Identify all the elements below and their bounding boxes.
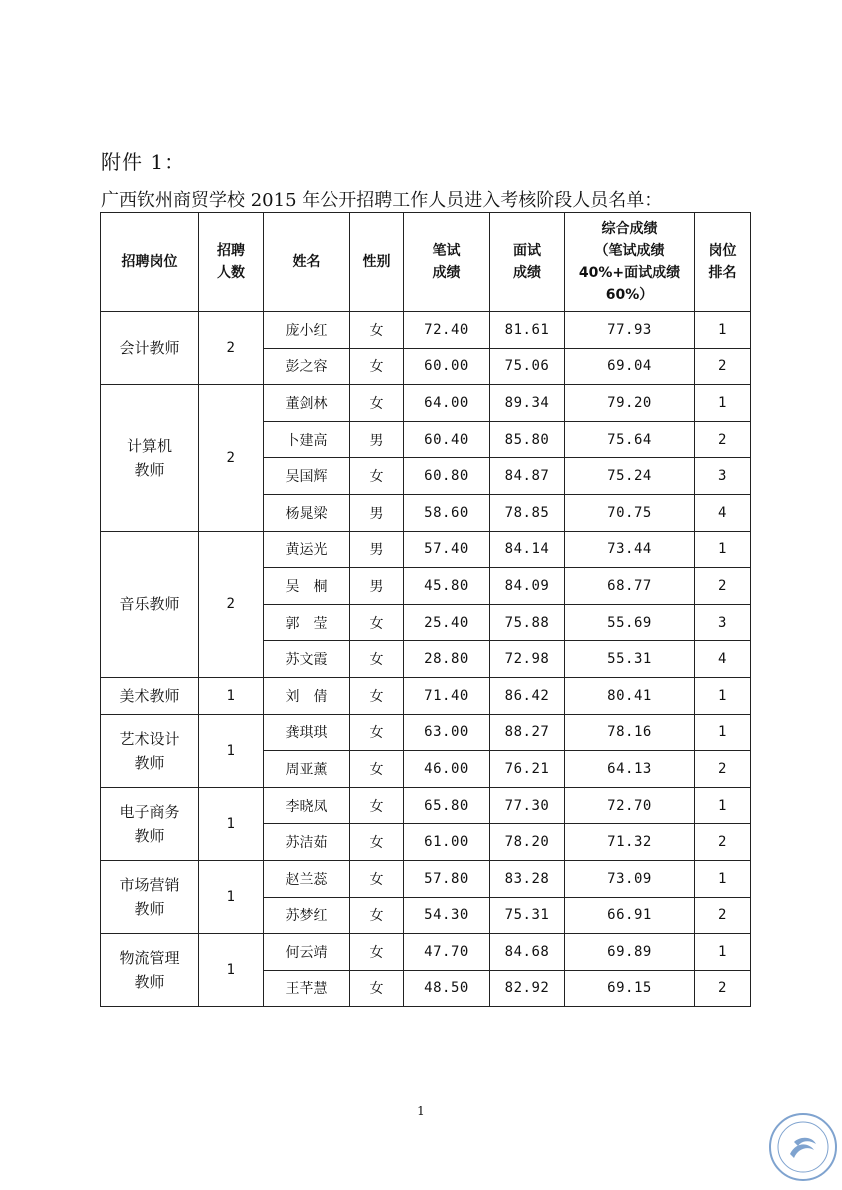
written-score-cell: 64.00 xyxy=(404,385,490,422)
gender-cell: 女 xyxy=(350,677,404,714)
total-score-cell: 73.09 xyxy=(565,860,695,897)
rank-cell: 1 xyxy=(695,860,751,897)
gender-cell: 男 xyxy=(350,421,404,458)
total-score-cell: 69.15 xyxy=(565,970,695,1007)
position-cell xyxy=(101,934,199,1007)
gender-cell: 女 xyxy=(350,860,404,897)
column-header-line: 人数 xyxy=(217,265,245,281)
interview-score-cell: 84.09 xyxy=(490,568,565,605)
position-cell xyxy=(101,860,199,933)
written-score-cell: 57.80 xyxy=(404,860,490,897)
name-cell: 杨晁梁 xyxy=(264,494,350,531)
name-cell: 庞小红 xyxy=(264,312,350,349)
column-header-line: 成绩 xyxy=(513,265,541,281)
rank-cell: 1 xyxy=(695,714,751,751)
name-cell: 刘 倩 xyxy=(264,677,350,714)
table-row xyxy=(101,714,751,751)
written-score-cell: 46.00 xyxy=(404,751,490,788)
table-header-row xyxy=(101,213,751,312)
total-score-cell: 75.64 xyxy=(565,421,695,458)
position-line: 教师 xyxy=(134,826,165,845)
position-cell xyxy=(101,531,199,677)
gender-cell: 女 xyxy=(350,714,404,751)
written-score-cell: 60.00 xyxy=(404,348,490,385)
rank-cell: 2 xyxy=(695,421,751,458)
column-header-rank xyxy=(695,213,751,312)
written-score-cell: 72.40 xyxy=(404,312,490,349)
interview-score-cell: 83.28 xyxy=(490,860,565,897)
name-cell: 龚琪琪 xyxy=(264,714,350,751)
rank-cell: 2 xyxy=(695,348,751,385)
written-score-cell: 45.80 xyxy=(404,568,490,605)
interview-score-cell: 85.80 xyxy=(490,421,565,458)
hire-count-cell: 2 xyxy=(199,312,264,385)
gender-cell: 女 xyxy=(350,385,404,422)
gender-cell: 男 xyxy=(350,568,404,605)
total-score-cell: 72.70 xyxy=(565,787,695,824)
position-line: 音乐教师 xyxy=(119,595,180,614)
interview-score-cell: 77.30 xyxy=(490,787,565,824)
rank-cell: 2 xyxy=(695,751,751,788)
rank-cell: 3 xyxy=(695,604,751,641)
rank-cell: 4 xyxy=(695,494,751,531)
document-title: 广西钦州商贸学校 2015 年公开招聘工作人员进入考核阶段人员名单： xyxy=(101,190,663,211)
position-line: 艺术设计 xyxy=(119,729,180,748)
name-cell: 董剑林 xyxy=(264,385,350,422)
written-score-cell: 58.60 xyxy=(404,494,490,531)
column-header-written xyxy=(404,213,490,312)
column-header-line: （笔试成绩 xyxy=(594,243,665,259)
total-score-cell: 69.89 xyxy=(565,934,695,971)
rank-cell: 1 xyxy=(695,385,751,422)
position-line: 美术教师 xyxy=(119,686,180,705)
hire-count-cell: 1 xyxy=(199,787,264,860)
school-logo-seal xyxy=(768,1112,838,1182)
rank-cell: 1 xyxy=(695,312,751,349)
hire-count-cell: 2 xyxy=(199,385,264,531)
gender-cell: 女 xyxy=(350,970,404,1007)
rank-cell: 1 xyxy=(695,677,751,714)
column-header-line: 岗位 xyxy=(708,243,737,259)
column-header-gender xyxy=(350,213,404,312)
rank-cell: 2 xyxy=(695,970,751,1007)
gender-cell: 男 xyxy=(350,494,404,531)
position-cell xyxy=(101,312,199,385)
column-header-count xyxy=(199,213,264,312)
interview-score-cell: 75.06 xyxy=(490,348,565,385)
interview-score-cell: 76.21 xyxy=(490,751,565,788)
interview-score-cell: 86.42 xyxy=(490,677,565,714)
written-score-cell: 63.00 xyxy=(404,714,490,751)
written-score-cell: 60.40 xyxy=(404,421,490,458)
rank-cell: 2 xyxy=(695,897,751,934)
name-cell: 吴国辉 xyxy=(264,458,350,495)
table-row xyxy=(101,860,751,897)
hire-count-cell: 1 xyxy=(199,934,264,1007)
column-header-line: 招聘 xyxy=(217,243,245,259)
position-line: 教师 xyxy=(134,973,165,992)
total-score-cell: 69.04 xyxy=(565,348,695,385)
column-header-line: 排名 xyxy=(708,265,737,281)
written-score-cell: 48.50 xyxy=(404,970,490,1007)
interview-score-cell: 78.85 xyxy=(490,494,565,531)
column-header-total xyxy=(565,213,695,312)
interview-score-cell: 84.68 xyxy=(490,934,565,971)
gender-cell: 女 xyxy=(350,641,404,678)
table-row xyxy=(101,787,751,824)
gender-cell: 女 xyxy=(350,824,404,861)
interview-score-cell: 75.88 xyxy=(490,604,565,641)
table-row xyxy=(101,531,751,568)
name-cell: 苏梦红 xyxy=(264,897,350,934)
hire-count-cell: 1 xyxy=(199,860,264,933)
position-line: 教师 xyxy=(134,460,165,479)
name-cell: 赵兰蕊 xyxy=(264,860,350,897)
total-score-cell: 79.20 xyxy=(565,385,695,422)
position-cell xyxy=(101,677,199,714)
rank-cell: 1 xyxy=(695,787,751,824)
written-score-cell: 71.40 xyxy=(404,677,490,714)
interview-score-cell: 82.92 xyxy=(490,970,565,1007)
position-cell xyxy=(101,714,199,787)
table-body xyxy=(101,312,751,1007)
column-header-line: 笔试 xyxy=(432,243,461,259)
column-header-line: 成绩 xyxy=(432,265,461,281)
gender-cell: 女 xyxy=(350,604,404,641)
position-line: 教师 xyxy=(134,900,165,918)
gender-cell: 女 xyxy=(350,787,404,824)
written-score-cell: 61.00 xyxy=(404,824,490,861)
name-cell: 郭 莹 xyxy=(264,604,350,641)
total-score-cell: 75.24 xyxy=(565,458,695,495)
total-score-cell: 66.91 xyxy=(565,897,695,934)
gender-cell: 女 xyxy=(350,348,404,385)
interview-score-cell: 89.34 xyxy=(490,385,565,422)
rank-cell: 1 xyxy=(695,934,751,971)
table-row xyxy=(101,385,751,422)
hire-count-cell: 1 xyxy=(199,714,264,787)
gender-cell: 女 xyxy=(350,751,404,788)
name-cell: 王芊慧 xyxy=(264,970,350,1007)
interview-score-cell: 84.14 xyxy=(490,531,565,568)
attachment-label: 附件 1： xyxy=(101,150,186,174)
total-score-cell: 55.31 xyxy=(565,641,695,678)
total-score-cell: 55.69 xyxy=(565,604,695,641)
name-cell: 苏文霞 xyxy=(264,641,350,678)
interview-score-cell: 75.31 xyxy=(490,897,565,934)
table-row xyxy=(101,312,751,349)
total-score-cell: 78.16 xyxy=(565,714,695,751)
candidate-table xyxy=(100,212,751,1007)
total-score-cell: 68.77 xyxy=(565,568,695,605)
name-cell: 彭之容 xyxy=(264,348,350,385)
column-header-position xyxy=(101,213,199,312)
gender-cell: 女 xyxy=(350,934,404,971)
column-header-line: 姓名 xyxy=(292,254,321,270)
position-line: 市场营销 xyxy=(119,876,180,894)
written-score-cell: 25.40 xyxy=(404,604,490,641)
column-header-interview xyxy=(490,213,565,312)
name-cell: 黄运光 xyxy=(264,531,350,568)
position-cell xyxy=(101,385,199,531)
position-cell xyxy=(101,787,199,860)
name-cell: 卜建高 xyxy=(264,421,350,458)
name-cell: 周亚薰 xyxy=(264,751,350,788)
column-header-name xyxy=(264,213,350,312)
name-cell: 李晓凤 xyxy=(264,787,350,824)
total-score-cell: 64.13 xyxy=(565,751,695,788)
position-line: 会计教师 xyxy=(119,339,180,358)
written-score-cell: 28.80 xyxy=(404,641,490,678)
interview-score-cell: 72.98 xyxy=(490,641,565,678)
rank-cell: 1 xyxy=(695,531,751,568)
written-score-cell: 65.80 xyxy=(404,787,490,824)
rank-cell: 2 xyxy=(695,824,751,861)
table-row xyxy=(101,677,751,714)
name-cell: 何云靖 xyxy=(264,934,350,971)
position-line: 教师 xyxy=(134,753,165,772)
interview-score-cell: 81.61 xyxy=(490,312,565,349)
column-header-line: 60%） xyxy=(605,287,654,303)
column-header-line: 面试 xyxy=(513,243,541,259)
total-score-cell: 71.32 xyxy=(565,824,695,861)
interview-score-cell: 84.87 xyxy=(490,458,565,495)
page-number: 1 xyxy=(417,1104,425,1118)
total-score-cell: 70.75 xyxy=(565,494,695,531)
hire-count-cell: 2 xyxy=(199,531,264,677)
position-line: 计算机 xyxy=(126,436,172,455)
total-score-cell: 80.41 xyxy=(565,677,695,714)
column-header-line: 性别 xyxy=(362,254,391,270)
total-score-cell: 77.93 xyxy=(565,312,695,349)
interview-score-cell: 78.20 xyxy=(490,824,565,861)
column-header-line: 40%+面试成绩 xyxy=(578,265,681,281)
table-row xyxy=(101,934,751,971)
interview-score-cell: 88.27 xyxy=(490,714,565,751)
gender-cell: 女 xyxy=(350,458,404,495)
hire-count-cell: 1 xyxy=(199,677,264,714)
written-score-cell: 47.70 xyxy=(404,934,490,971)
rank-cell: 3 xyxy=(695,458,751,495)
written-score-cell: 54.30 xyxy=(404,897,490,934)
position-line: 物流管理 xyxy=(119,949,180,968)
gender-cell: 女 xyxy=(350,897,404,934)
name-cell: 吴 桐 xyxy=(264,568,350,605)
position-line: 电子商务 xyxy=(119,802,180,821)
rank-cell: 2 xyxy=(695,568,751,605)
written-score-cell: 60.80 xyxy=(404,458,490,495)
column-header-line: 综合成绩 xyxy=(601,221,658,237)
written-score-cell: 57.40 xyxy=(404,531,490,568)
rank-cell: 4 xyxy=(695,641,751,678)
gender-cell: 女 xyxy=(350,312,404,349)
gender-cell: 男 xyxy=(350,531,404,568)
total-score-cell: 73.44 xyxy=(565,531,695,568)
name-cell: 苏洁茹 xyxy=(264,824,350,861)
column-header-line: 招聘岗位 xyxy=(121,254,178,270)
